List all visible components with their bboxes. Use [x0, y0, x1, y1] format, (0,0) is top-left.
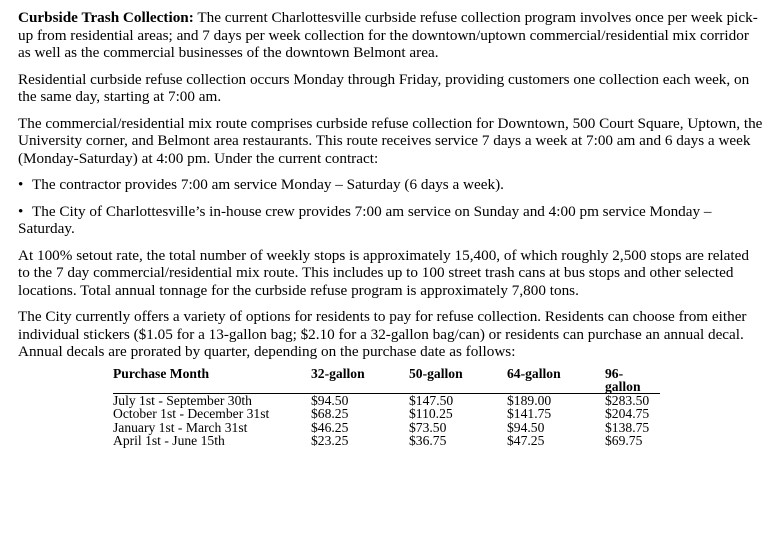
table-cell: July 1st - September 30th	[113, 392, 252, 408]
table-cell: $47.25	[507, 433, 545, 449]
table-row	[113, 407, 660, 421]
header-32-gallon: 32-gallon	[311, 367, 409, 394]
paragraph-text: The current Charlottesville curbside refuse collection program involves once per week pick-up from residential areas; and 7 days per week collection for the downtown/uptown commercial/residential mix corridor as well as the commercial businesses of the downtown Belmont area.	[18, 9, 758, 61]
table-cell: $68.25	[311, 406, 349, 422]
paragraph-curbside-intro	[18, 9, 763, 62]
header-64-gallon: 64-gallon	[507, 367, 605, 394]
table-cell: $69.75	[605, 433, 643, 449]
bullet-text: The contractor provides 7:00 am service Monday – Saturday (6 days a week).	[32, 176, 504, 193]
paragraph-payment-options: The City currently offers a variety of options for residents to pay for refuse collection. Residents can choose from either individual stickers ($1.05 for a 13-gallon bag; $2.10 for a 32-gallon bag/can) or residents can purchase an annual decal. Annual decals are prorated by quarter, depending on the purchase date as follows:	[18, 308, 747, 360]
section-lead-heading: Curbside Trash Collection:	[18, 9, 194, 26]
table-cell: $46.25	[311, 419, 349, 435]
table-cell: $110.25	[409, 406, 453, 422]
table-cell: $94.50	[311, 392, 349, 408]
table-cell: $141.75	[507, 406, 552, 422]
paragraph-residential-collection: Residential curbside refuse collection occurs Monday through Friday, providing customers one collection each week, on the same day, starting at 7:00 am.	[18, 70, 750, 105]
header-50-gallon: 50-gallon	[409, 367, 507, 394]
table-cell: $73.50	[409, 419, 447, 435]
table-cell: April 1st - June 15th	[113, 433, 225, 449]
paragraph-commercial-route: The commercial/residential mix route comprises curbside refuse collection for Downtown, 500 Court Square, Uptown, the University corner, and Belmont area restaurants. This route receives service 7 days a week at 7:00 am and 6 days a week (Monday-Saturday) at 4:00 pm. Under the current contract:	[18, 114, 763, 167]
table-cell: $283.50	[605, 392, 650, 408]
table-header-row	[113, 367, 660, 394]
bullet-mark: •	[18, 176, 24, 193]
table-cell: $94.50	[507, 419, 545, 435]
table-cell: $23.25	[311, 433, 349, 449]
bullet-mark: •	[18, 202, 24, 220]
table-row	[113, 421, 660, 435]
header-purchase-month: Purchase Month	[113, 367, 311, 394]
decal-price-table	[113, 367, 660, 448]
table-cell: $189.00	[507, 392, 552, 408]
table-cell: January 1st - March 31st	[113, 419, 248, 435]
table-cell: $36.75	[409, 433, 447, 449]
header-96-gallon: 96- gallon	[605, 367, 660, 394]
bullet-item-contractor	[18, 176, 763, 194]
table-cell: $138.75	[605, 419, 650, 435]
table-row	[113, 393, 660, 407]
document-body	[18, 9, 763, 448]
table-cell: $147.50	[409, 392, 454, 408]
bullet-item-city-crew	[18, 203, 763, 238]
paragraph-weekly-stops: At 100% setout rate, the total number of weekly stops is approximately 15,400, of which roughly 2,500 stops are related to the 7 day commercial/residential mix route. This includes up to 100 street trash cans at bus stops and other selected locations. Total annual tonnage for the curbside refuse program is approximately 7,800 tons.	[18, 246, 749, 299]
table-row	[113, 434, 660, 448]
table-cell: October 1st - December 31st	[113, 406, 270, 422]
table-cell: $204.75	[605, 406, 650, 422]
bullet-text: The City of Charlottesville’s in-house crew provides 7:00 am service on Sunday and 4:00 pm service Monday – Saturday.	[18, 202, 712, 237]
